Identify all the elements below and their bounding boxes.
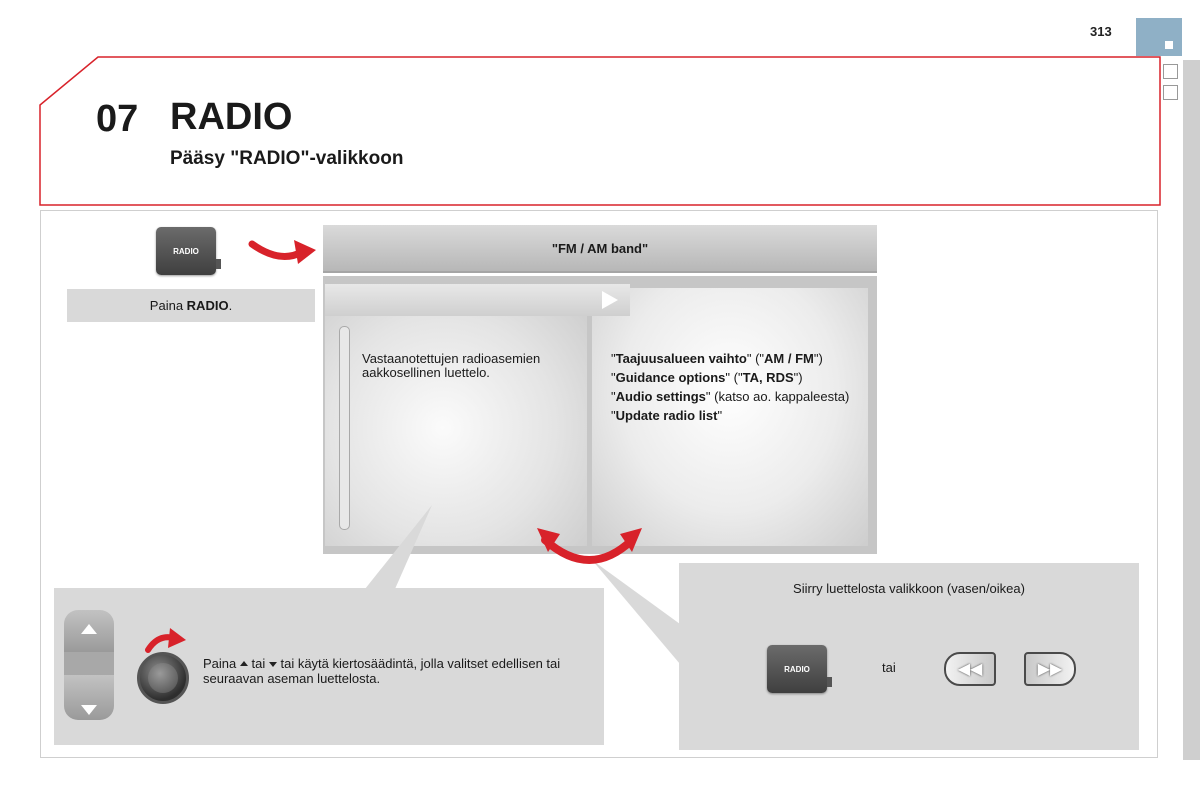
small-down-triangle-icon: [269, 662, 277, 667]
triangle-down-icon: [81, 705, 97, 715]
down-arrow-button[interactable]: [64, 675, 114, 720]
side-checkbox: [1163, 85, 1178, 100]
caption-prefix: Paina: [149, 298, 187, 313]
chapter-tab-marker: [1165, 41, 1173, 49]
chapter-tab: [1136, 18, 1182, 56]
or-label: tai: [882, 660, 896, 675]
updown-divider: [64, 652, 114, 675]
menu-item-guidance[interactable]: "Guidance options" ("TA, RDS"): [611, 370, 803, 385]
radio-button-label: RADIO: [784, 664, 810, 674]
screen-header-title: "FM / AM band": [551, 240, 649, 256]
list-tab-bar: [325, 284, 630, 316]
rewind-icon: ◀◀: [957, 661, 983, 678]
fast-forward-icon: ▶▶: [1037, 661, 1063, 678]
caption-suffix: .: [228, 298, 233, 313]
menu-list: [611, 352, 861, 428]
station-list-description: Vastaanotettujen radioasemien aakkosellinen luettelo.: [362, 351, 541, 380]
menu-item-update[interactable]: "Update radio list": [611, 408, 723, 423]
small-up-triangle-icon: [240, 661, 248, 666]
screen-header: [323, 225, 877, 273]
menu-item-band[interactable]: "Taajuusalueen vaihto" ("AM / FM"): [611, 351, 823, 366]
navigation-instructions: Paina tai tai käytä kiertosäädintä, jolla valitset edellisen tai seuraavan aseman luettelosta.: [203, 656, 561, 686]
page-number: 313: [1090, 24, 1112, 39]
chapter-title: RADIO: [170, 96, 293, 138]
rotary-knob-center: [148, 663, 178, 693]
side-checkbox: [1163, 64, 1178, 79]
caption-key: RADIO: [186, 298, 229, 313]
station-list-pane: [325, 284, 587, 546]
play-icon: [602, 291, 618, 309]
fast-forward-button[interactable]: [1024, 652, 1076, 686]
switch-callout-title: Siirry luettelosta valikkoon (vasen/oikea): [793, 581, 1025, 596]
press-radio-caption: [67, 289, 315, 322]
up-arrow-button[interactable]: [64, 610, 114, 652]
radio-button-secondary[interactable]: [767, 645, 827, 693]
menu-item-audio[interactable]: "Audio settings" (katso ao. kappaleesta): [611, 389, 850, 404]
radio-button[interactable]: [156, 227, 216, 275]
radio-button-label: RADIO: [173, 246, 199, 256]
curved-arrow-icon: [246, 230, 318, 272]
list-scrollbar[interactable]: [339, 326, 350, 530]
rewind-button[interactable]: [944, 652, 996, 686]
side-bar: [1183, 60, 1200, 760]
section-subtitle: Pääsy "RADIO"-valikkoon: [170, 148, 404, 169]
triangle-up-icon: [81, 624, 97, 634]
chapter-number: 07: [96, 98, 139, 140]
